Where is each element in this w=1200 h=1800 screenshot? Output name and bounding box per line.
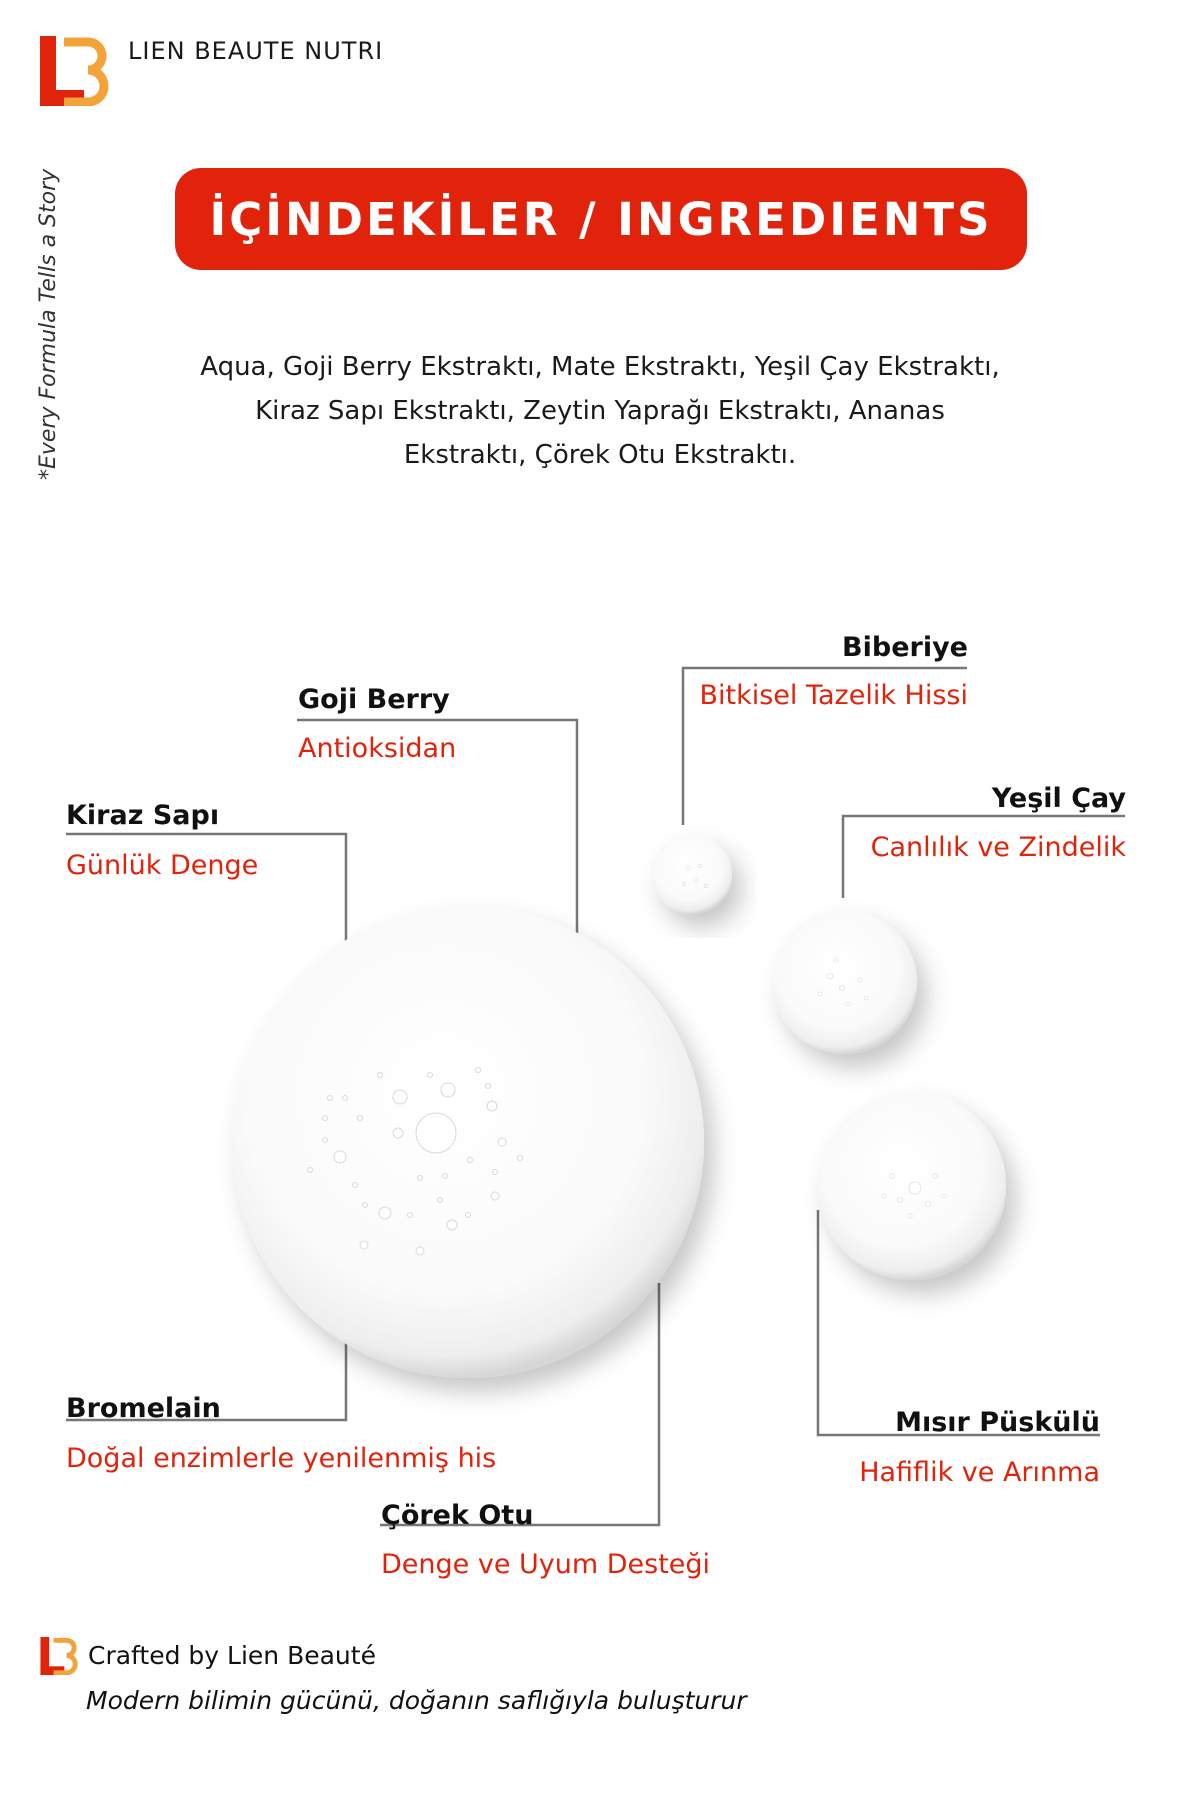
large-droplet [232, 906, 704, 1378]
corek-otu-name: Çörek Otu [381, 1500, 534, 1531]
small-droplet [652, 834, 732, 914]
yesil-cay-name: Yeşil Çay [991, 783, 1126, 814]
ingredients-line: Ekstraktı, Çörek Otu Ekstraktı. [403, 440, 797, 470]
goji-berry-desc: Antioksidan [298, 733, 457, 764]
bromelain-name: Bromelain [66, 1393, 221, 1424]
page-title: İÇİNDEKİLER / INGREDIENTS [209, 192, 993, 246]
medium-droplet [773, 910, 917, 1054]
corek-otu-desc: Denge ve Uyum Desteği [381, 1549, 711, 1580]
right-droplet [818, 1092, 1006, 1280]
biberiye-name: Biberiye [842, 632, 968, 663]
kiraz-sapi-desc: Günlük Denge [66, 850, 259, 881]
brand-name: LIEN BEAUTE NUTRI [128, 37, 384, 65]
footer-logo [40, 1637, 80, 1675]
kiraz-sapi-name: Kiraz Sapı [66, 800, 220, 831]
bromelain-desc: Doğal enzimlerle yenilenmiş his [66, 1443, 497, 1474]
yesil-cay-desc: Canlılık ve Zindelik [870, 832, 1126, 863]
misir-puskulu-desc: Hafiflik ve Arınma [859, 1457, 1100, 1488]
ingredients-line: Kiraz Sapı Ekstraktı, Zeytin Yaprağı Ekstraktı, Ananas [255, 396, 945, 426]
biberiye-desc: Bitkisel Tazelik Hissi [699, 680, 968, 711]
footer-slogan: Modern bilimin gücünü, doğanın saflığıyla buluşturur [86, 1686, 747, 1715]
footer-credit: Crafted by Lien Beauté [88, 1641, 376, 1670]
goji-berry-name: Goji Berry [298, 684, 450, 715]
ingredients-line: Aqua, Goji Berry Ekstraktı, Mate Ekstraktı, Yeşil Çay Ekstraktı, [200, 352, 1000, 382]
vertical-tagline: *Every Formula Tells a Story [36, 168, 61, 480]
misir-puskulu-name: Mısır Püskülü [895, 1407, 1100, 1438]
